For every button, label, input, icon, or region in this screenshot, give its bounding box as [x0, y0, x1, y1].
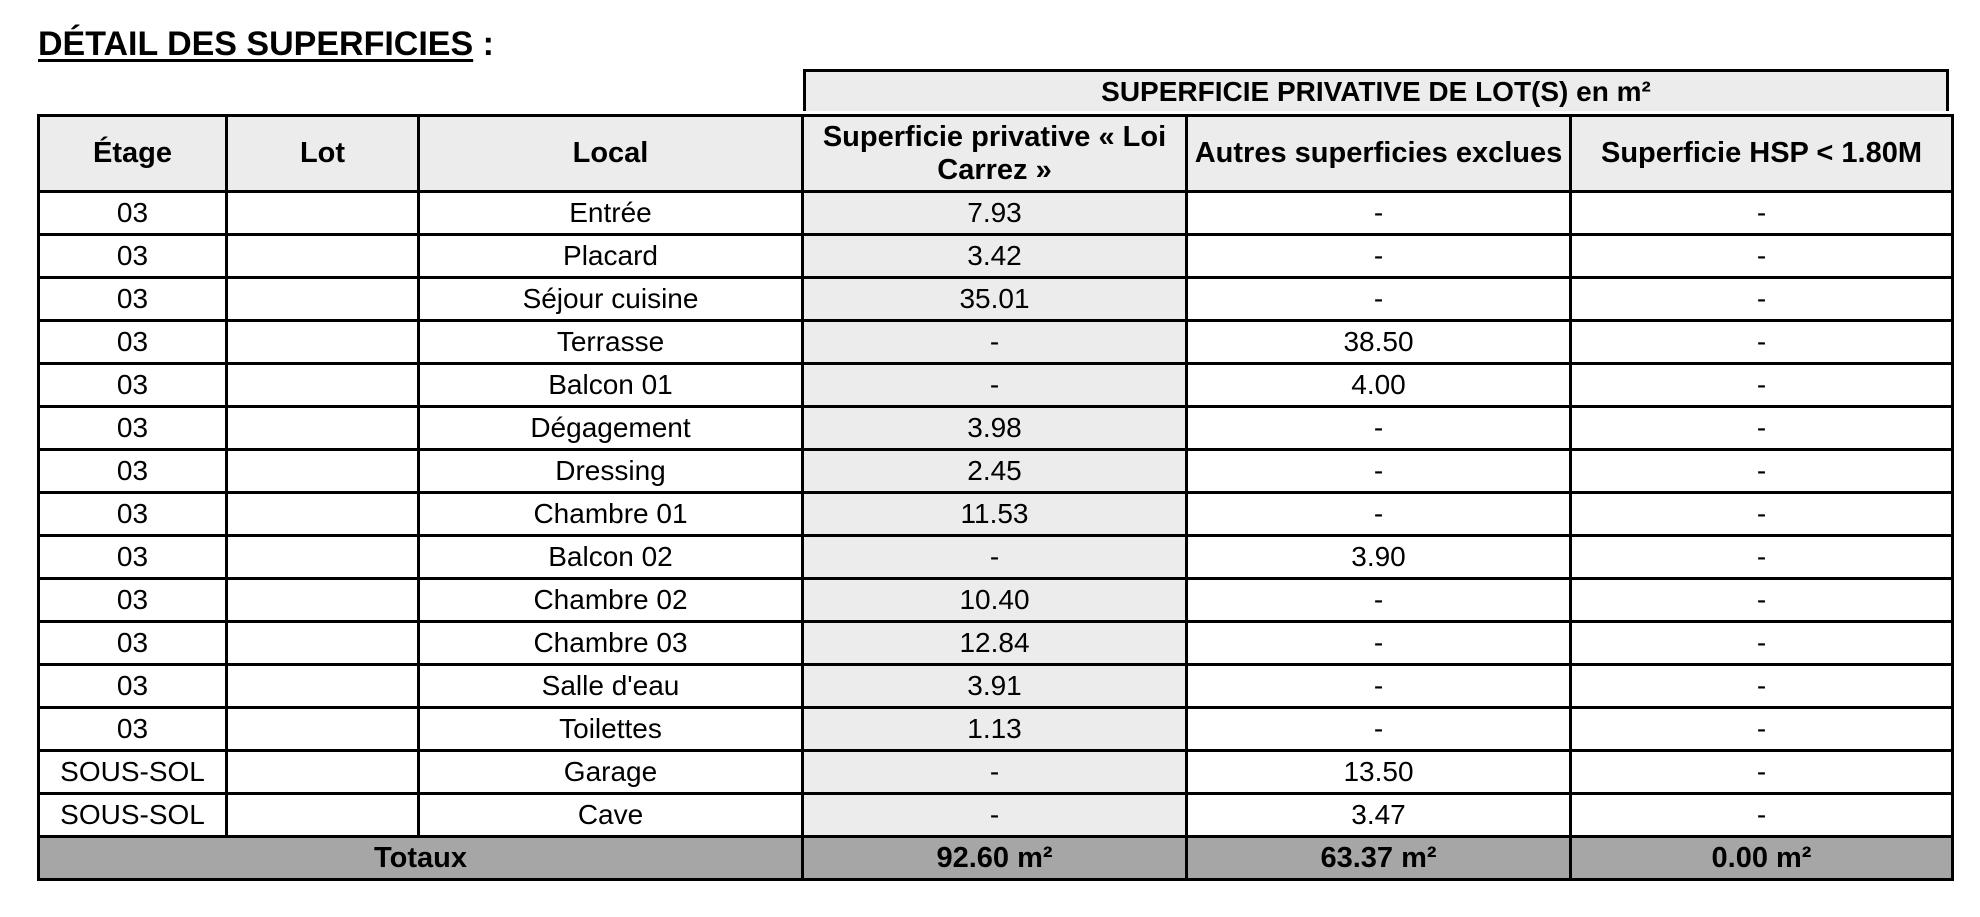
cell-hsp: - — [1571, 794, 1953, 837]
cell-autres: - — [1187, 192, 1571, 235]
cell-lot — [227, 450, 419, 493]
cell-carrez: - — [803, 364, 1187, 407]
cell-autres: - — [1187, 622, 1571, 665]
cell-lot — [227, 364, 419, 407]
cell-lot — [227, 794, 419, 837]
cell-etage: 03 — [39, 708, 227, 751]
cell-hsp: - — [1571, 450, 1953, 493]
cell-etage: 03 — [39, 235, 227, 278]
cell-autres: 3.90 — [1187, 536, 1571, 579]
cell-local: Cave — [419, 794, 803, 837]
table-header-row — [39, 116, 1953, 192]
table-row — [39, 407, 1953, 450]
cell-local: Entrée — [419, 192, 803, 235]
cell-carrez: 3.98 — [803, 407, 1187, 450]
col-header-lot: Lot — [227, 116, 419, 192]
cell-local: Placard — [419, 235, 803, 278]
cell-autres: - — [1187, 407, 1571, 450]
cell-etage: 03 — [39, 450, 227, 493]
cell-lot — [227, 407, 419, 450]
cell-etage: SOUS-SOL — [39, 794, 227, 837]
cell-local: Garage — [419, 751, 803, 794]
cell-local: Chambre 02 — [419, 579, 803, 622]
cell-carrez: 3.91 — [803, 665, 1187, 708]
table-row — [39, 450, 1953, 493]
cell-lot — [227, 536, 419, 579]
cell-etage: 03 — [39, 536, 227, 579]
cell-autres: 13.50 — [1187, 751, 1571, 794]
cell-lot — [227, 708, 419, 751]
cell-lot — [227, 751, 419, 794]
cell-carrez: - — [803, 536, 1187, 579]
cell-hsp: - — [1571, 751, 1953, 794]
cell-autres: - — [1187, 235, 1571, 278]
cell-local: Terrasse — [419, 321, 803, 364]
cell-carrez: 2.45 — [803, 450, 1187, 493]
cell-hsp: - — [1571, 278, 1953, 321]
page-title — [38, 22, 494, 66]
cell-local: Balcon 02 — [419, 536, 803, 579]
cell-etage: SOUS-SOL — [39, 751, 227, 794]
table-row — [39, 493, 1953, 536]
cell-hsp: - — [1571, 579, 1953, 622]
cell-local: Salle d'eau — [419, 665, 803, 708]
cell-autres: 4.00 — [1187, 364, 1571, 407]
cell-carrez: 3.42 — [803, 235, 1187, 278]
cell-local: Dressing — [419, 450, 803, 493]
cell-carrez: 7.93 — [803, 192, 1187, 235]
col-header-autres: Autres superficies exclues — [1187, 116, 1571, 192]
table-row — [39, 794, 1953, 837]
cell-hsp: - — [1571, 665, 1953, 708]
cell-autres: - — [1187, 665, 1571, 708]
cell-etage: 03 — [39, 278, 227, 321]
table-row — [39, 751, 1953, 794]
cell-carrez: - — [803, 794, 1187, 837]
table-row — [39, 536, 1953, 579]
cell-hsp: - — [1571, 622, 1953, 665]
page-title-text: DÉTAIL DES SUPERFICIES — [38, 25, 474, 63]
cell-etage: 03 — [39, 493, 227, 536]
superficies-table — [37, 114, 1954, 881]
cell-autres: - — [1187, 579, 1571, 622]
total-autres: 63.37 m² — [1187, 837, 1571, 880]
cell-lot — [227, 665, 419, 708]
cell-lot — [227, 235, 419, 278]
cell-carrez: 11.53 — [803, 493, 1187, 536]
table-row — [39, 622, 1953, 665]
cell-hsp: - — [1571, 708, 1953, 751]
cell-local: Chambre 01 — [419, 493, 803, 536]
cell-autres: - — [1187, 450, 1571, 493]
cell-lot — [227, 579, 419, 622]
cell-lot — [227, 622, 419, 665]
cell-autres: - — [1187, 708, 1571, 751]
col-header-hsp: Superficie HSP < 1.80M — [1571, 116, 1953, 192]
cell-autres: - — [1187, 493, 1571, 536]
cell-carrez: 1.13 — [803, 708, 1187, 751]
cell-etage: 03 — [39, 579, 227, 622]
cell-etage: 03 — [39, 665, 227, 708]
table-row — [39, 235, 1953, 278]
cell-local: Séjour cuisine — [419, 278, 803, 321]
cell-hsp: - — [1571, 192, 1953, 235]
cell-local: Dégagement — [419, 407, 803, 450]
table-row — [39, 321, 1953, 364]
cell-local: Toilettes — [419, 708, 803, 751]
cell-autres: 3.47 — [1187, 794, 1571, 837]
cell-hsp: - — [1571, 235, 1953, 278]
cell-carrez: 35.01 — [803, 278, 1187, 321]
cell-local: Chambre 03 — [419, 622, 803, 665]
cell-hsp: - — [1571, 321, 1953, 364]
cell-autres: - — [1187, 278, 1571, 321]
cell-lot — [227, 278, 419, 321]
cell-lot — [227, 321, 419, 364]
table-row — [39, 364, 1953, 407]
table-row — [39, 579, 1953, 622]
cell-etage: 03 — [39, 321, 227, 364]
totals-label: Totaux — [39, 837, 803, 880]
cell-carrez: - — [803, 751, 1187, 794]
table-row — [39, 665, 1953, 708]
cell-local: Balcon 01 — [419, 364, 803, 407]
cell-autres: 38.50 — [1187, 321, 1571, 364]
col-header-local: Local — [419, 116, 803, 192]
cell-carrez: 12.84 — [803, 622, 1187, 665]
cell-etage: 03 — [39, 364, 227, 407]
table-row — [39, 708, 1953, 751]
total-hsp: 0.00 m² — [1571, 837, 1953, 880]
table-row — [39, 192, 1953, 235]
col-header-etage: Étage — [39, 116, 227, 192]
cell-lot — [227, 192, 419, 235]
totals-row — [39, 837, 1953, 880]
cell-etage: 03 — [39, 407, 227, 450]
col-header-carrez: Superficie privative « Loi Carrez » — [803, 116, 1187, 192]
cell-hsp: - — [1571, 364, 1953, 407]
cell-lot — [227, 493, 419, 536]
cell-carrez: - — [803, 321, 1187, 364]
cell-etage: 03 — [39, 622, 227, 665]
group-header-superficie-privative: SUPERFICIE PRIVATIVE DE LOT(S) en m² — [803, 69, 1949, 111]
cell-etage: 03 — [39, 192, 227, 235]
cell-hsp: - — [1571, 407, 1953, 450]
page-title-suffix: : — [473, 25, 494, 63]
total-carrez: 92.60 m² — [803, 837, 1187, 880]
table-row — [39, 278, 1953, 321]
cell-carrez: 10.40 — [803, 579, 1187, 622]
cell-hsp: - — [1571, 493, 1953, 536]
cell-hsp: - — [1571, 536, 1953, 579]
table-body — [39, 192, 1953, 837]
